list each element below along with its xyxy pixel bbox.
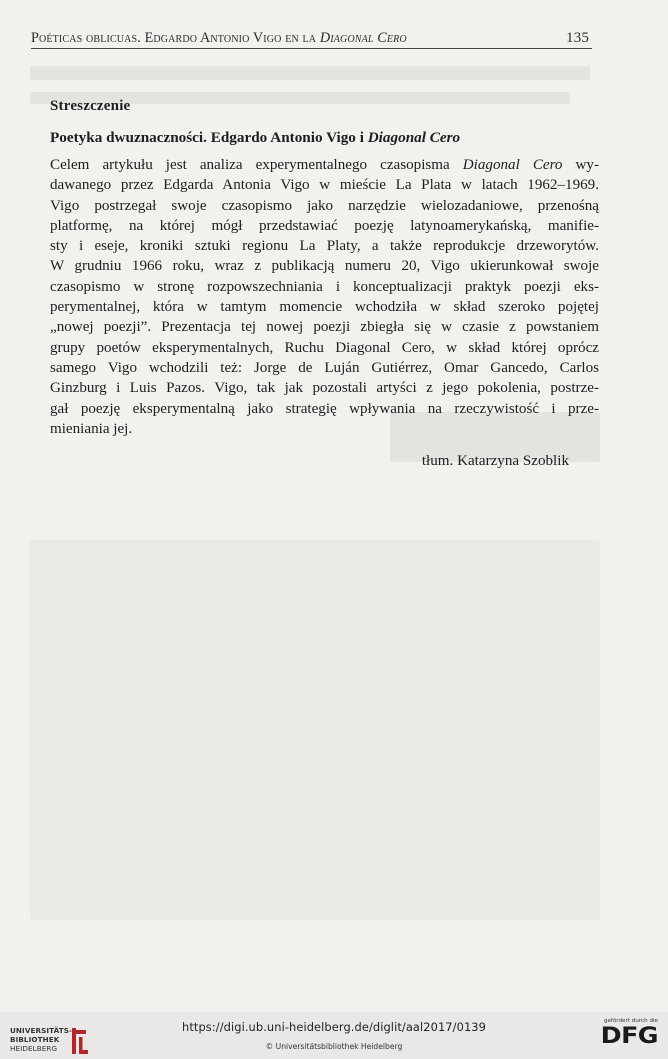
abstract-line: grupy poetów eksperymentalnych, Ruchu Diagonal Cero, w skład której oprócz xyxy=(50,339,599,356)
permalink-url[interactable]: https://digi.ub.uni-heidelberg.de/diglit/aal2017/0139 xyxy=(182,1020,486,1034)
abstract-line: sty i eseje, kroniki sztuki regionu La Platy, a także reprodukcje drzeworytów. xyxy=(50,238,599,255)
abstract-line: perymentalnej, która w tamtym momencie wchodziła w skład szeroko pojętej xyxy=(50,299,599,316)
running-header xyxy=(31,30,591,50)
abstract-line: Vigo postrzegał swoje czasopismo jako narzędzie wielozadaniowe, przenośną xyxy=(50,197,599,214)
article-title: Poetyka dwuznaczności. Edgardo Antonio Vigo i Diagonal Cero xyxy=(50,129,461,146)
abstract-line: czasopismo w stronę rozpowszechniania i konceptualizacji praktyk poezji eks- xyxy=(50,278,599,295)
funder-note: gefördert durch die xyxy=(603,1018,658,1024)
abstract-line: dawanego przez Edgarda Antonia Vigo w mieście La Plata w latach 1962–1969. xyxy=(50,177,599,194)
header-rule xyxy=(31,48,592,49)
abstract-line: samego Vigo wchodzili też: Jorge de Luján Gutiérrez, Omar Gancedo, Carlos xyxy=(50,359,599,376)
show-through-shadow xyxy=(30,540,600,920)
abstract-line: mieniania jej. xyxy=(50,420,133,437)
section-heading: Streszczenie xyxy=(50,98,131,114)
abstract-line: Ginzburg i Luis Pazos. Vigo, tak jak pozostali artyści z jego pokolenia, postrze- xyxy=(50,380,599,397)
abstract-line: W grudniu 1966 roku, wraz z publikacją numeru 20, Vigo ukierunkował swoje xyxy=(50,258,599,275)
show-through-shadow xyxy=(30,66,590,80)
translator-credit: tłum. Katarzyna Szoblik xyxy=(421,453,569,470)
abstract-paragraph xyxy=(50,155,599,439)
abstract-line: Celem artykułu jest analiza experymentalnego czasopisma Diagonal Cero wy- xyxy=(50,157,599,173)
article-body xyxy=(50,98,599,471)
abstract-line: gał poezję eksperymentalną jako strategię wpływania na rzeczywistość i prze- xyxy=(50,400,599,417)
university-library-name: UNIVERSITÄTS- BIBLIOTHEK HEIDELBERG xyxy=(10,1026,73,1053)
page-number: 135 xyxy=(566,30,589,46)
dfg-logo: DFG xyxy=(600,1024,658,1049)
abstract-line: platformę, na której mógł przedstawiać poezję latynoamerykańską, manifie- xyxy=(50,217,599,234)
running-title: Poéticas oblicuas. Edgardo Antonio Vigo en la Diagonal Cero xyxy=(31,30,407,46)
viewer-footer xyxy=(0,1012,668,1059)
dfg-funder-block[interactable] xyxy=(594,1017,658,1057)
copyright-notice: © Universitätsbibliothek Heidelberg xyxy=(265,1042,403,1051)
abstract-line: „nowej poezji”. Prezentacja tej nowej poezji zbiegła się w czasie z powstaniem xyxy=(50,319,599,336)
